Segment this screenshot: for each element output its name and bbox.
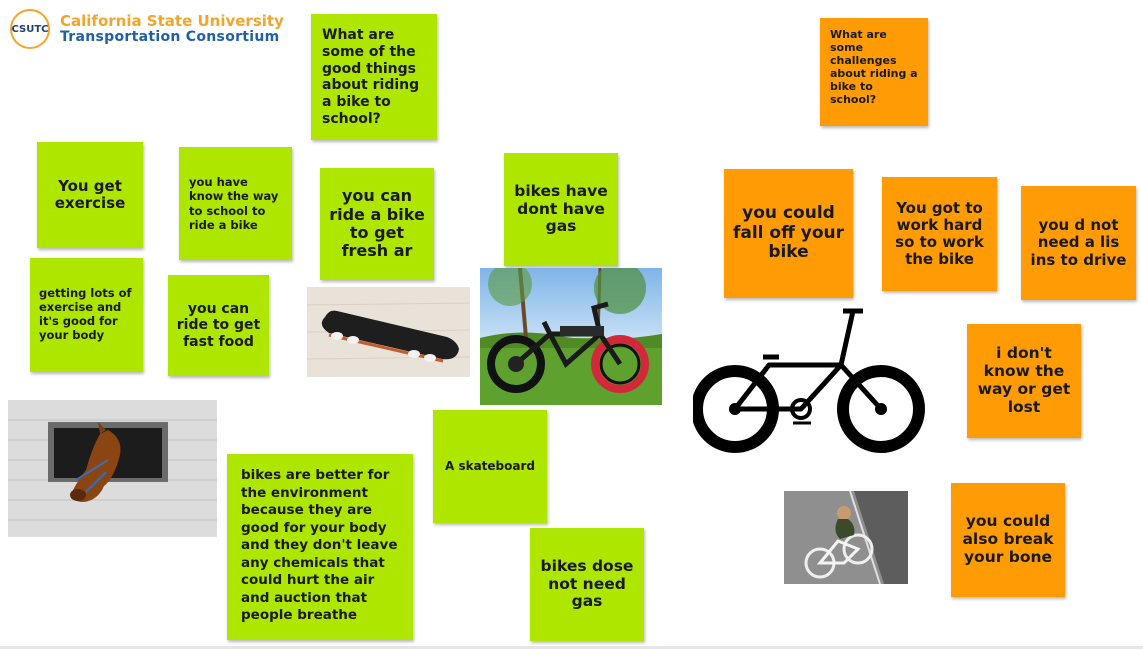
green-note[interactable]: [30, 258, 143, 372]
challenges-question-note[interactable]: [820, 18, 928, 126]
green-note-text: getting lots of exercise and it's good for your body: [39, 286, 132, 342]
orange-note[interactable]: [1021, 186, 1136, 300]
green-note-text: You get exercise: [54, 176, 126, 212]
green-note-text: A skateboard: [445, 458, 535, 473]
green-note-text: you can ride to get fast food: [176, 301, 261, 350]
skateboard-photo[interactable]: [307, 287, 470, 377]
orange-note-text: you could also break your bone: [962, 512, 1054, 566]
logo-line-2: Transportation Consortium: [60, 28, 280, 45]
good-things-question-text: What are some of the good things about riding a bike to school?: [322, 27, 420, 127]
green-note-text: you can ride a bike to get fresh ar: [329, 186, 425, 261]
green-note-text: bikes have dont have gas: [514, 181, 608, 236]
green-note[interactable]: [320, 168, 434, 280]
green-note[interactable]: [37, 142, 143, 248]
orange-note-text: You got to work hard so to work the bike: [895, 198, 984, 269]
green-note[interactable]: [179, 147, 292, 260]
fallen-cyclist-image: [784, 491, 908, 584]
bicycle-icon-image: [693, 305, 925, 455]
fallen-cyclist-photo[interactable]: [784, 491, 908, 584]
good-things-question-note[interactable]: [311, 14, 437, 140]
bicycle-icon[interactable]: [693, 305, 925, 455]
orange-note[interactable]: [882, 177, 997, 291]
green-note[interactable]: [530, 528, 644, 641]
logo-badge: CSUTC: [10, 9, 50, 49]
green-note[interactable]: [227, 454, 413, 640]
skateboard-image: [307, 287, 470, 377]
logo-text: [60, 11, 284, 45]
orange-note[interactable]: [724, 169, 853, 298]
orange-note-text: you could fall off your bike: [732, 203, 845, 263]
orange-note[interactable]: [967, 324, 1081, 438]
ebike-photo[interactable]: [480, 268, 662, 405]
green-note[interactable]: [433, 410, 547, 523]
logo-line-1: California State University: [60, 11, 284, 30]
green-note[interactable]: [168, 275, 269, 376]
green-note[interactable]: [504, 153, 618, 266]
orange-note-text: you d not need a lis ins to drive: [1030, 216, 1127, 269]
green-note-text: bikes are better for the environment because they are good for your body and they don't leave any chemicals that could hurt the air and auction that people breathe: [241, 467, 398, 624]
horse-photo[interactable]: [8, 400, 217, 537]
csutc-logo: [10, 6, 284, 52]
green-note-text: you have know the way to school to ride a bike: [189, 174, 279, 232]
orange-note[interactable]: [951, 483, 1065, 597]
challenges-question-text: What are some challenges about riding a bike to school?: [830, 28, 918, 106]
ebike-image: [480, 268, 662, 405]
green-note-text: bikes dose not need gas: [540, 556, 634, 611]
horse-image: [8, 400, 217, 537]
orange-note-text: i don't know the way or get lost: [977, 344, 1071, 416]
